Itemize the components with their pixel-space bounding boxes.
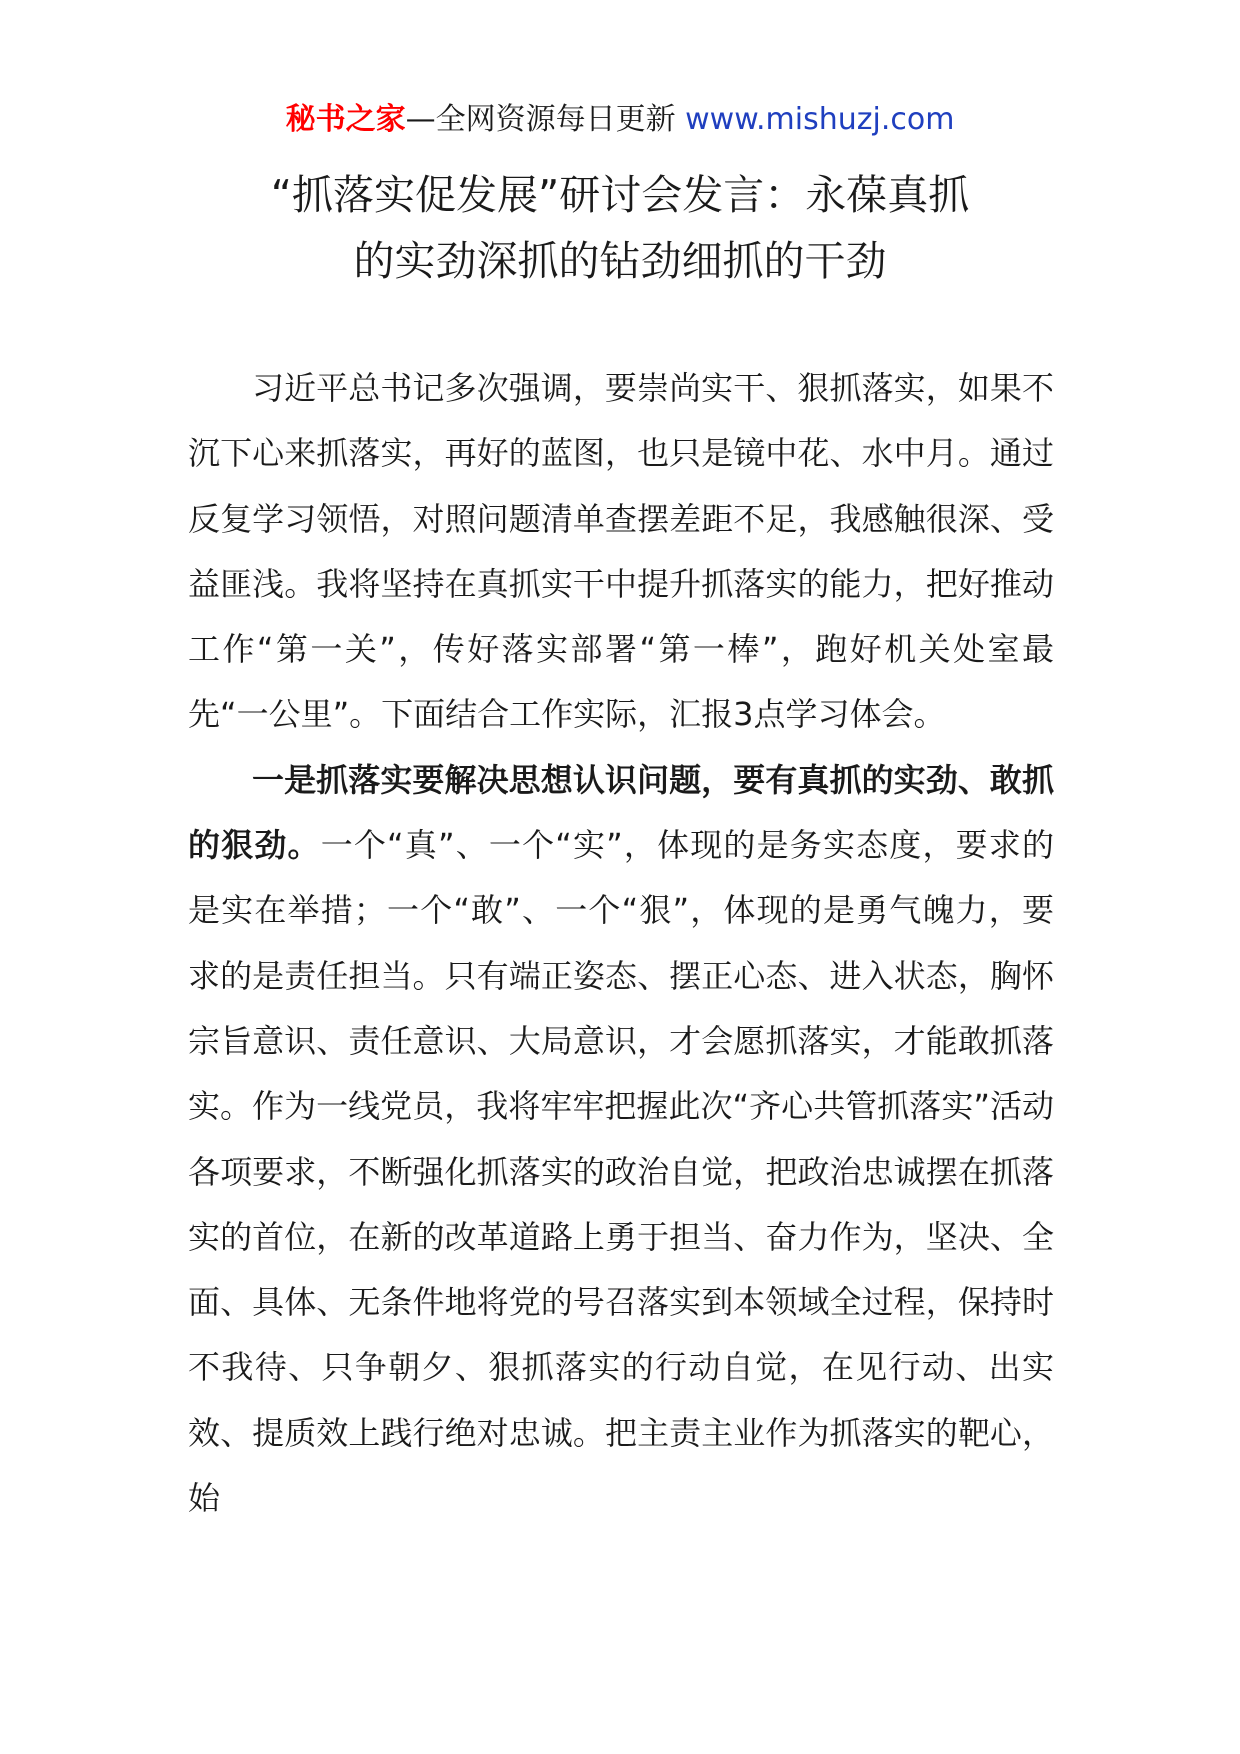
paragraph-intro: 习近平总书记多次强调，要崇尚实干、狠抓落实，如果不沉下心来抓落实，再好的蓝图，也只是镜中花、水中月。通过反复学习领悟，对照问题清单查摆差距不足，我感触很深、受益匪浅。我将坚持在真抓实干中提升抓落实的能力，把好推动工作“第一关”，传好落实部署“第一棒”，跑好机关处室最先“一公里”。下面结合工作实际，汇报3点学习体会。	[188, 369, 1054, 734]
brand-name: 秘书之家	[285, 102, 406, 137]
paragraph-point-one-lead: 一是抓落实要解决思想认识问题，要有真抓的实劲、敢抓的狠劲。	[188, 760, 1054, 865]
title-line-1: “抓落实促发展”研讨会发言：永葆真抓	[270, 171, 970, 219]
site-header	[0, 100, 1240, 140]
paragraph-point-one	[188, 748, 1054, 1532]
document-title	[180, 162, 1060, 294]
title-line-2: 的实劲深抓的钻劲细抓的干劲	[353, 237, 887, 285]
document-body	[188, 356, 1054, 1531]
site-url-link[interactable]: www.mishuzj.com	[685, 102, 955, 137]
paragraph-point-one-body: 一个“真”、一个“实”，体现的是务实态度，要求的是实在举措；一个“敢”、一个“狠”，体现的是勇气魄力，要求的是责任担当。只有端正姿态、摆正心态、进入状态，胸怀宗旨意识、责任意识、大局意识，才会愿抓落实，才能敢抓落实。作为一线党员，我将牢牢把握此次“齐心共管抓落实”活动各项要求，不断强化抓落实的政治自觉，把政治忠诚摆在抓落实的首位，在新的改革道路上勇于担当、奋力作为，坚决、全面、具体、无条件地将党的号召落实到本领域全过程，保持时不我待、只争朝夕、狠抓落实的行动自觉，在见行动、出实效、提质效上践行绝对忠诚。把主责主业作为抓落实的靶心，始	[188, 826, 1054, 1518]
header-tagline: —全网资源每日更新	[405, 102, 686, 137]
